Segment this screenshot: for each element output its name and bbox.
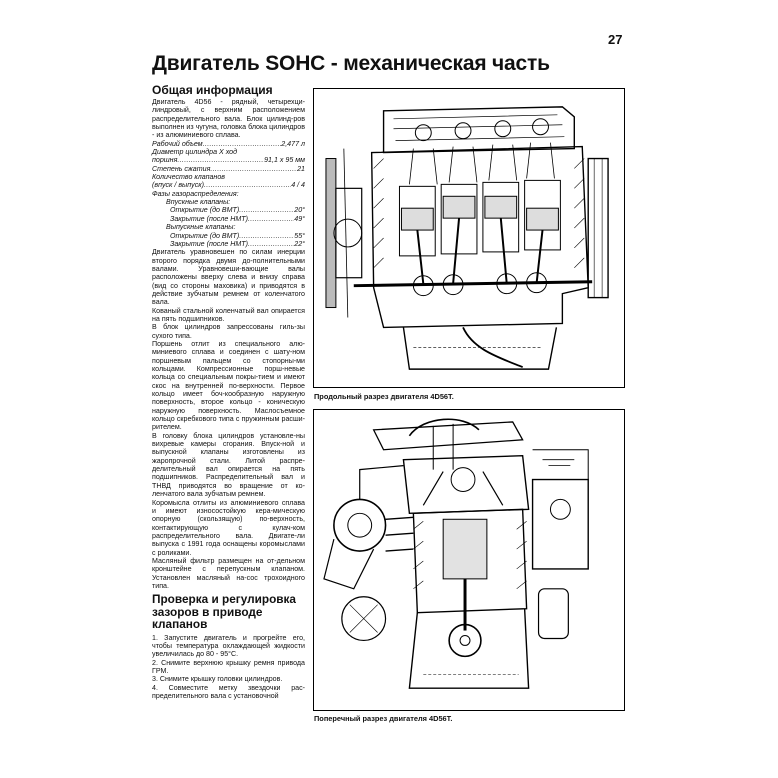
page-number: 27 [608, 32, 623, 47]
engine-cross-section-drawing [314, 410, 624, 710]
engine-longitudinal-section-figure [313, 88, 625, 388]
spec-intake-label: Впускные клапаны: [166, 198, 231, 207]
spec-displacement: Рабочий объем ..... 2,477 л [152, 140, 305, 148]
spec-bore-label: Диаметр цилиндра X ход [152, 148, 238, 157]
body-paragraph: Кованый стальной коленчатый вал опирается на пять подшипников. [152, 306, 305, 323]
spec-bore: поршня ..... 91,1 x 95 мм [152, 156, 305, 164]
body-paragraph: Поршень отлит из специального алю-миниевого сплава и соединен с шату-ном поршневым пальцем со стопорны-ми кольцами. Компрессионные порш-невые кольца со специальным покры-тием и имеют скос на внутренней по-верхности. Первое кольцо имеет боч-кообразную наружную поверхность, второе кольцо - коническую наружную поверхность. Маслосъемное кольцо скребкового типа с пружинным расши-рителем. [152, 339, 305, 432]
spec-intake-close: Закрытие (после НМТ) ..... 49° [152, 215, 305, 223]
spec-valves: (впуск / выпуск) ..... 4 / 4 [152, 181, 305, 189]
spec-exhaust-open: Открытие (до ВМТ) ..... 55° [152, 232, 305, 240]
figure-caption-longitudinal: Продольный разрез двигателя 4D56T. [314, 392, 454, 401]
section-heading-adjust: Проверка и регулировка зазоров в приводе клапанов [152, 592, 296, 632]
body-paragraph: Двигатель уравновешен по силам инерции второго порядка двумя до-полнительными валами. Уравновеши-вающие валы расположены вверху слева и внизу справа (вид со стороны маховика) и приводятся в действие зубчатым ремнем от коленчатого вала. [152, 248, 305, 307]
figure-caption-cross: Поперечный разрез двигателя 4D56T. [314, 714, 453, 723]
spec-timing-label: Фазы газораспределения: [152, 189, 239, 198]
spec-intake-open: Открытие (до ВМТ) ..... 20° [152, 206, 305, 214]
step-item: 3. Снимите крышку головки цилиндров. [152, 675, 283, 684]
section-heading-general: Общая информация [152, 83, 273, 97]
intro-paragraph: Двигатель 4D56 - рядный, четырехци-линдровый, с верхним расположением распределительного вала. Блок цилинд-ров выполнен из чугуна, головка блока цилиндров - из алюминиевого сплава. [152, 98, 306, 140]
step-item: 2. Снимите верхнюю крышку ремня привода ГРМ. [152, 658, 305, 675]
spec-valves-label: Количество клапанов [152, 173, 225, 182]
step-item: 1. Запустите двигатель и прогрейте его, чтобы температура охлаждающей жидкости увеличилась до 80 - 95°С. [152, 633, 305, 659]
body-paragraph: В головку блока цилиндров установле-ны вихревые камеры сгорания. Впуск-ной и выпускной клапаны изготовлены из жаропрочной стали. Литой распре-делительный вал опирается на пять подшипников. Распределительный вал и ТНВД приводятся во вращение от ко-ленчатого вала зубчатым ремнем. [152, 431, 305, 499]
body-paragraph: В блок цилиндров запрессованы гиль-зы сухого типа. [152, 323, 305, 340]
body-paragraph: Коромысла отлиты из алюминиевого сплава и имеют износостойкую кера-мическую опорную (скользящую) по-верхность, контактирующую с кулач-ком распределительного вала. Двигате-ли выпуска с 1991 года оснащены коромыслами с роликами. [152, 498, 305, 557]
engine-cross-section-figure [313, 409, 625, 711]
step-item: 4. Совместите метку звездочки рас-пределительного вала с установочной [152, 683, 305, 700]
body-paragraph: Масляный фильтр размещен на от-дельном кронштейне с перепускным клапаном. Установлен масляный на-сос трохоидного типа. [152, 556, 305, 590]
text-column [152, 84, 305, 700]
spec-exhaust-label: Выпускные клапаны: [166, 223, 236, 232]
page-title: Двигатель SOHC - механическая часть [152, 52, 550, 75]
spec-compression: Степень сжатия ..... 21 [152, 165, 305, 173]
engine-longitudinal-section-drawing [314, 89, 624, 387]
spec-exhaust-close: Закрытие (после НМТ) ..... 22° [152, 240, 305, 248]
